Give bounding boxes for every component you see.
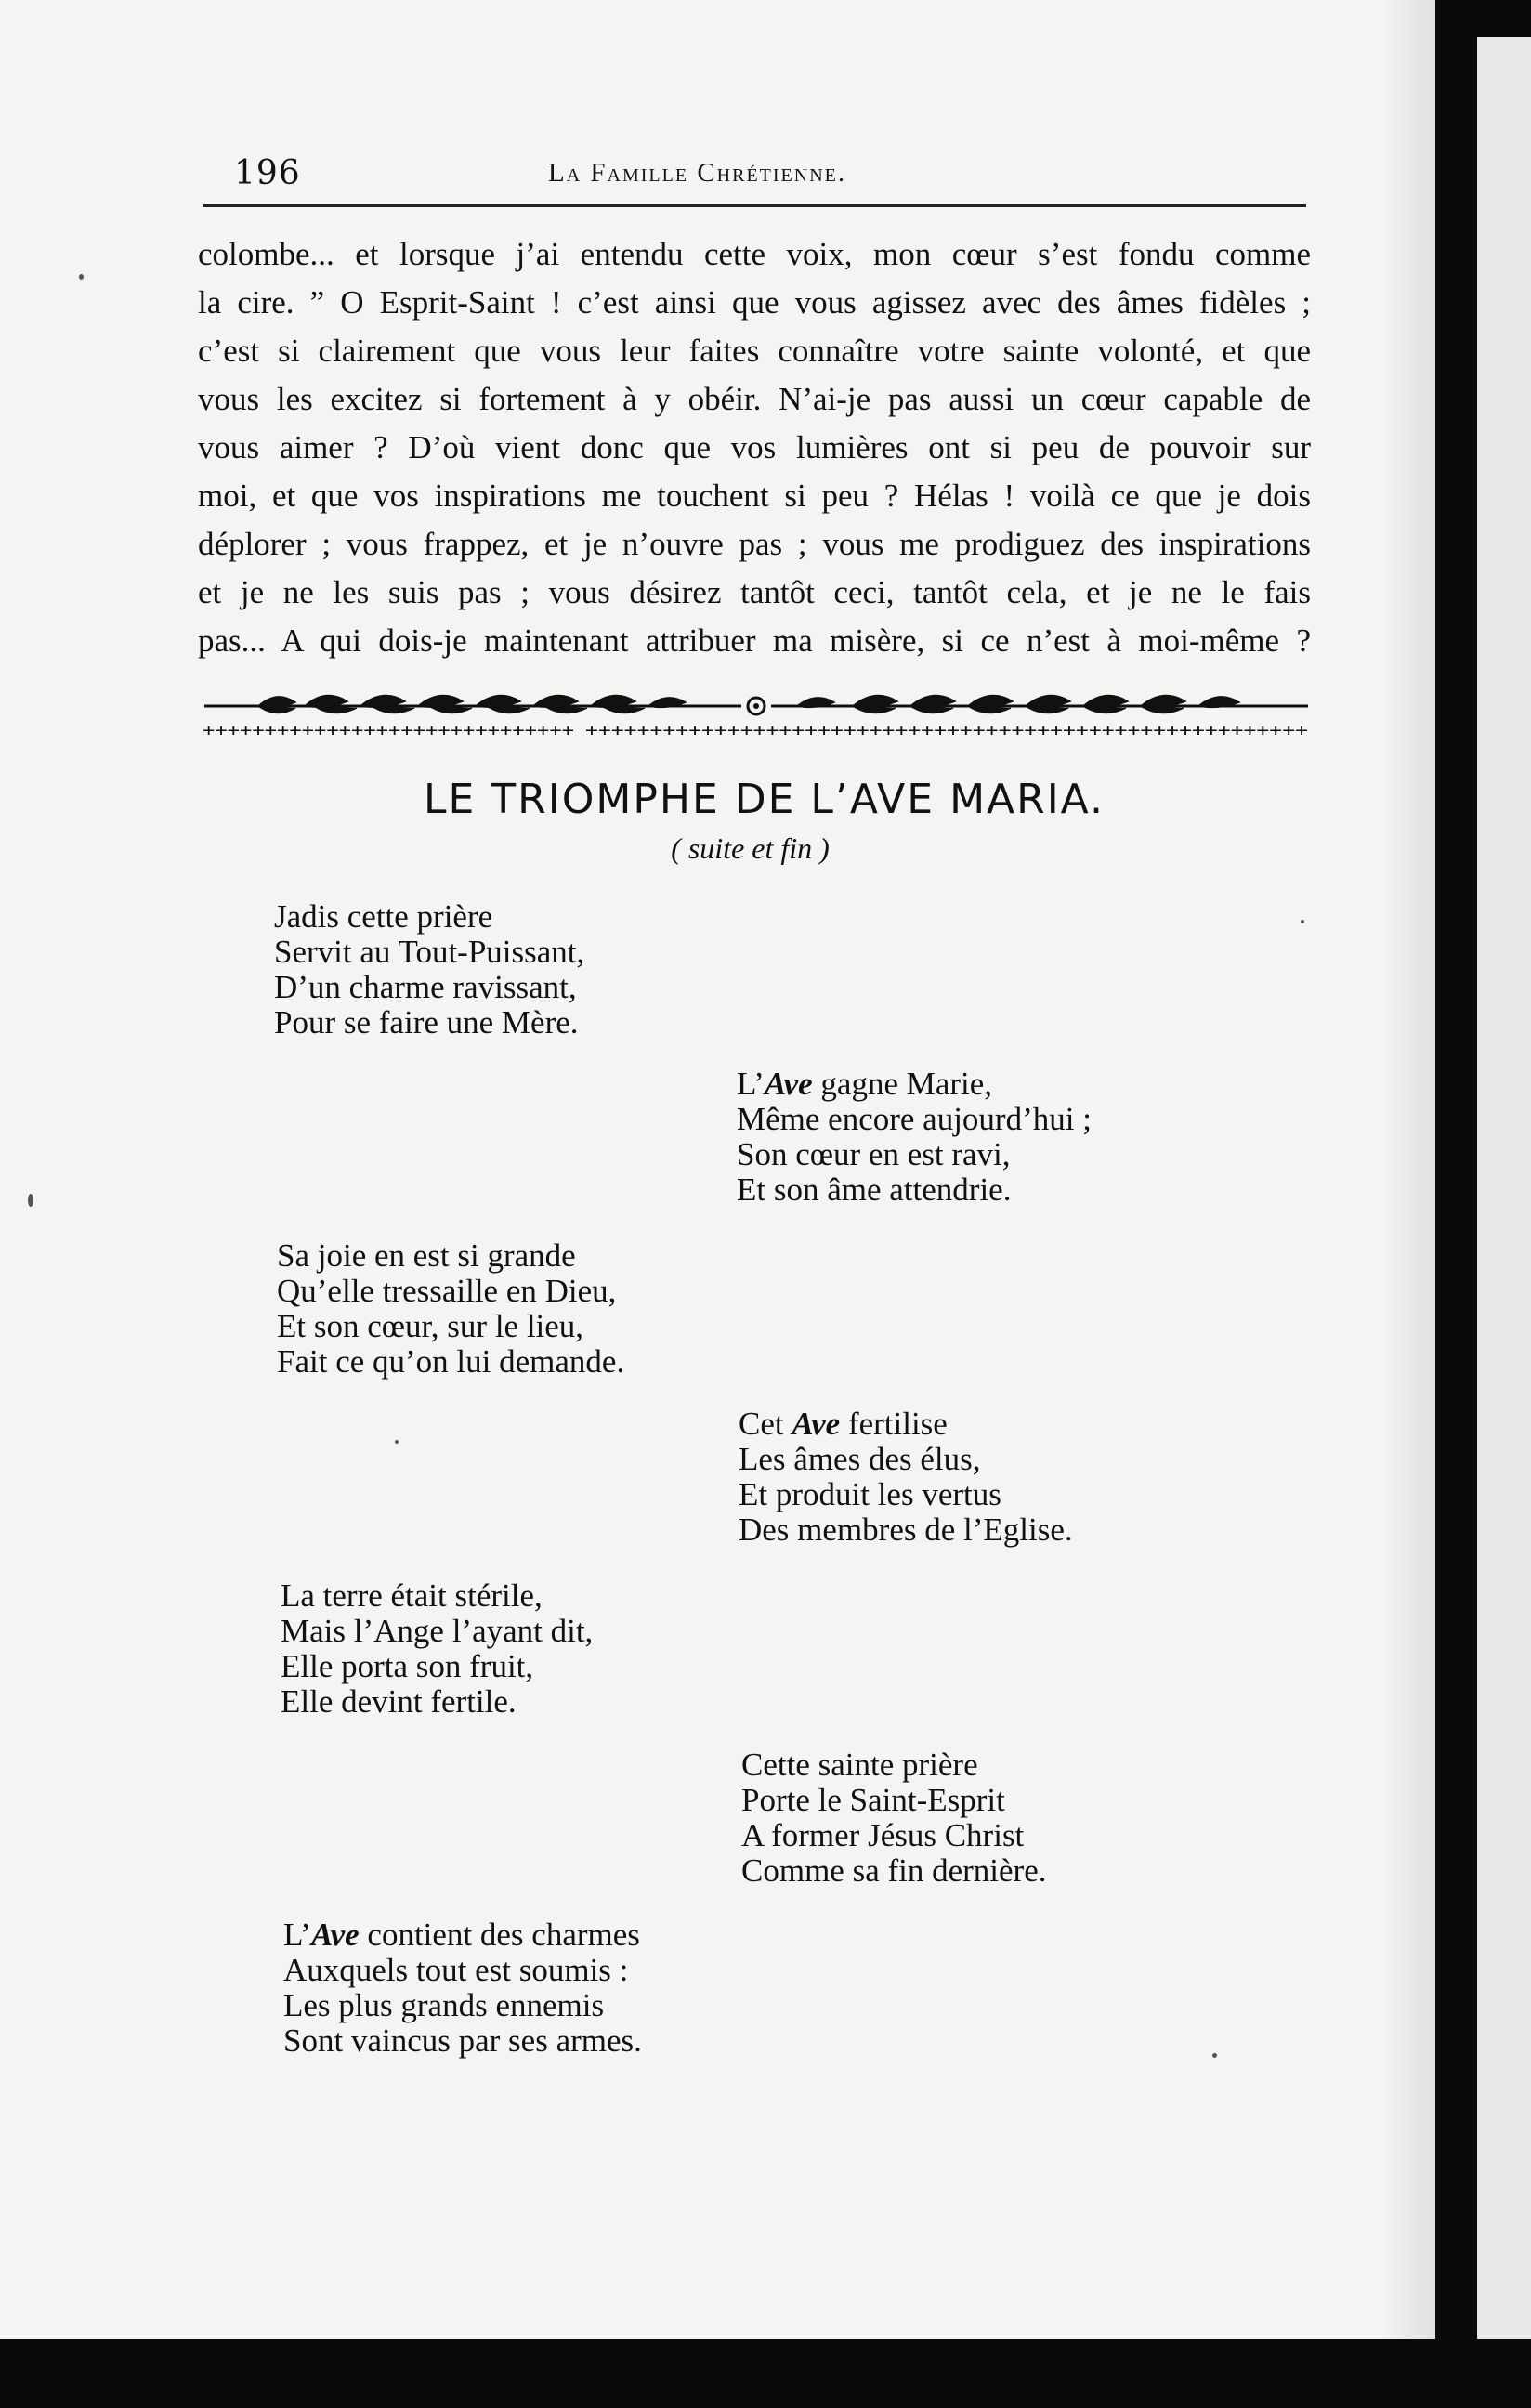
verse-line: Porte le Saint-Esprit — [741, 1782, 1005, 1818]
poem-subtitle: ( suite et fin ) — [671, 831, 830, 865]
page-header — [232, 154, 1310, 201]
verse-line: La terre était stérile, — [281, 1577, 543, 1614]
stanza-5 — [281, 1578, 593, 1720]
paper-speck — [1301, 920, 1304, 923]
verse-line: Et son cœur, sur le lieu, — [277, 1308, 584, 1344]
verse-line: A former Jésus Christ — [741, 1817, 1025, 1853]
stanza-6 — [741, 1747, 1047, 1889]
adjacent-page-edge — [1477, 37, 1531, 2341]
verse-line: D’un charme ravissant, — [274, 969, 577, 1005]
verse-line: Elle porta son fruit, — [281, 1648, 534, 1684]
prose-line: déplorer ; vous frappez, et je n’ouvre pas ; vous me prodiguez des inspirations — [198, 526, 1311, 562]
running-title: La Famille Chrétienne. — [548, 158, 847, 188]
prose-line: vous aimer ? D’où vient donc que vos lumières ont si peu de pouvoir sur — [198, 429, 1311, 465]
prose-line: colombe... et lorsque j’ai entendu cette voix, mon cœur s’est fondu comme — [198, 236, 1311, 272]
verse-line: Même encore aujourd’hui ; — [737, 1101, 1092, 1137]
paper-speck — [1212, 2053, 1217, 2058]
verse-line: Fait ce qu’on lui demande. — [277, 1343, 625, 1380]
poem-title: LE TRIOMPHE DE L’AVE MARIA. — [424, 776, 1105, 823]
leaf-flourish-left — [204, 696, 741, 713]
page-number: 196 — [234, 154, 301, 192]
verse-line: Servit au Tout-Puissant, — [274, 934, 585, 970]
verse-line: Qu’elle tressaille en Dieu, — [277, 1273, 617, 1309]
stanza-1 — [274, 899, 584, 1040]
prose-line: moi, et que vos inspirations me touchent si peu ? Hélas ! voilà ce que je dois — [198, 478, 1311, 514]
verse-line: Cette sainte prière — [741, 1747, 978, 1783]
prose-line: la cire. ” O Esprit-Saint ! c’est ainsi que vous agissez avec des âmes fidèles ; — [198, 284, 1311, 321]
verse-line: L’Ave contient des charmes — [283, 1917, 640, 1953]
svg-text:++++++++++++++++++++++++++++++: ++++++++++++++++++++++++++++++++++++++++++++++++++++++++ — [585, 721, 1309, 740]
verse-line: Les plus grands ennemis — [283, 1987, 605, 2023]
prose-paragraph — [198, 230, 1311, 665]
prose-line: vous les excitez si fortement à y obéir. N’ai-je pas aussi un cœur capable de — [198, 381, 1311, 417]
verse-line: Et son âme attendrie. — [737, 1171, 1012, 1208]
verse-line: Elle devint fertile. — [281, 1683, 517, 1720]
prose-line: c’est si clairement que vous leur faites connaître votre sainte volonté, et que — [198, 333, 1311, 369]
verse-line: Sa joie en est si grande — [277, 1237, 576, 1274]
verse-line: Sont vaincus par ses armes. — [283, 2022, 642, 2059]
paper-speck — [395, 1440, 399, 1444]
verse-line: Auxquels tout est soumis : — [283, 1952, 629, 1988]
prose-line: pas... A qui dois-je maintenant attribuer ma misère, si ce n’est à moi-même ? — [198, 622, 1311, 659]
stanza-2 — [737, 1067, 1092, 1208]
ornamental-divider-icon — [203, 678, 1310, 743]
paper-speck — [28, 1194, 33, 1207]
verse-line: Cet Ave fertilise — [739, 1406, 948, 1442]
stanza-3 — [277, 1238, 624, 1380]
cross-border-row — [203, 721, 1308, 740]
verse-line: Pour se faire une Mère. — [274, 1004, 579, 1040]
prose-line: et je ne les suis pas ; vous désirez tantôt ceci, tantôt cela, et je ne le fais — [198, 574, 1311, 610]
paper-speck — [79, 274, 84, 280]
stanza-7 — [283, 1917, 642, 2059]
verse-line: Jadis cette prière — [274, 898, 493, 935]
svg-text:++++++++++++++++++++++++++++++: ++++++++++++++++++++++++++++++ — [203, 721, 575, 740]
header-rule — [203, 204, 1306, 207]
scan-border — [0, 2339, 1531, 2408]
verse-line: Son cœur en est ravi, — [737, 1136, 1011, 1172]
verse-line: Et produit les vertus — [739, 1476, 1001, 1512]
verse-line: Mais l’Ange l’ayant dit, — [281, 1613, 594, 1649]
verse-line: Les âmes des élus, — [739, 1441, 981, 1477]
verse-line: Comme sa fin dernière. — [741, 1852, 1047, 1889]
leaf-flourish-right — [771, 696, 1308, 713]
verse-line: Des membres de l’Eglise. — [739, 1512, 1073, 1548]
verse-line: L’Ave gagne Marie, — [737, 1066, 993, 1102]
stanza-4 — [739, 1407, 1073, 1548]
